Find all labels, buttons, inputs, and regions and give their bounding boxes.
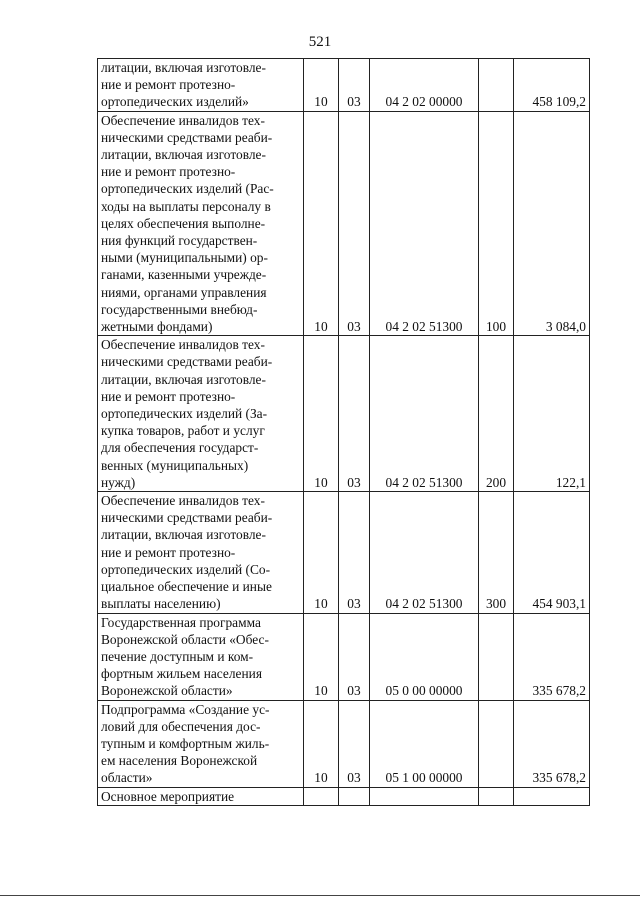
description-line: ортопедических изделий (За- bbox=[101, 406, 268, 422]
description-line: ными (муниципальными) ор- bbox=[101, 250, 268, 266]
expense-type-cell bbox=[479, 59, 514, 112]
description-line: тупным и комфортным жиль- bbox=[101, 735, 270, 751]
target-article-cell: 04 2 02 51300 bbox=[370, 336, 479, 492]
description-line: литации, включая изготовле- bbox=[101, 371, 266, 387]
expense-type-cell bbox=[479, 787, 514, 805]
description-line: Государственная программа bbox=[101, 614, 261, 630]
description-line: Обеспечение инвалидов тех- bbox=[101, 112, 265, 128]
description-line: ем населения Воронежской bbox=[101, 753, 258, 769]
expense-type-cell bbox=[479, 613, 514, 700]
section-code-cell: 10 bbox=[304, 700, 339, 787]
target-article-cell: 04 2 02 51300 bbox=[370, 492, 479, 613]
description-line: ходы на выплаты персоналу в bbox=[101, 198, 271, 214]
description-line: литации, включая изготовле- bbox=[101, 527, 266, 543]
description-line: Воронежской области» bbox=[101, 683, 233, 699]
row-description bbox=[98, 336, 304, 492]
description-line: ганами, казенными учрежде- bbox=[101, 267, 267, 283]
description-line: ния функций государствен- bbox=[101, 233, 258, 249]
amount-cell: 122,1 bbox=[514, 336, 590, 492]
description-line: ническими средствами реаби- bbox=[101, 354, 273, 370]
description-line: печение доступным и ком- bbox=[101, 648, 254, 664]
description-line: литации, включая изготовле- bbox=[101, 60, 266, 75]
amount-cell: 3 084,0 bbox=[514, 111, 590, 336]
description-line: государственными внебюд- bbox=[101, 301, 258, 317]
section-code-cell: 10 bbox=[304, 492, 339, 613]
expense-type-cell: 300 bbox=[479, 492, 514, 613]
row-description bbox=[98, 613, 304, 700]
row-description bbox=[98, 700, 304, 787]
subsection-code-cell: 03 bbox=[339, 492, 370, 613]
expense-type-cell: 200 bbox=[479, 336, 514, 492]
description-line: фортным жильем населения bbox=[101, 666, 262, 682]
amount-cell: 335 678,2 bbox=[514, 700, 590, 787]
description-line: ническими средствами реаби- bbox=[101, 510, 273, 526]
subsection-code-cell: 03 bbox=[339, 700, 370, 787]
target-article-cell: 04 2 02 00000 bbox=[370, 59, 479, 112]
description-line: купка товаров, работ и услуг bbox=[101, 423, 265, 439]
section-code-cell: 10 bbox=[304, 59, 339, 112]
description-line: Подпрограмма «Создание ус- bbox=[101, 701, 270, 717]
description-line: Обеспечение инвалидов тех- bbox=[101, 493, 265, 509]
target-article-cell: 04 2 02 51300 bbox=[370, 111, 479, 336]
description-line: области» bbox=[101, 770, 153, 786]
description-line: для обеспечения государст- bbox=[101, 440, 259, 456]
expense-type-cell: 100 bbox=[479, 111, 514, 336]
expense-type-cell bbox=[479, 700, 514, 787]
row-description bbox=[98, 787, 304, 805]
description-line: жетными фондами) bbox=[101, 319, 213, 335]
row-description bbox=[98, 111, 304, 336]
target-article-cell bbox=[370, 787, 479, 805]
description-line: ортопедических изделий (Со- bbox=[101, 561, 271, 577]
subsection-code-cell: 03 bbox=[339, 59, 370, 112]
target-article-cell: 05 0 00 00000 bbox=[370, 613, 479, 700]
description-line: ние и ремонт протезно- bbox=[101, 388, 236, 404]
description-line: ние и ремонт протезно- bbox=[101, 77, 236, 93]
description-line: Обеспечение инвалидов тех- bbox=[101, 337, 265, 353]
description-line: ние и ремонт протезно- bbox=[101, 544, 236, 560]
table-row bbox=[98, 59, 590, 112]
table-row bbox=[98, 111, 590, 336]
subsection-code-cell bbox=[339, 787, 370, 805]
description-line: ортопедических изделий» bbox=[101, 94, 249, 110]
section-code-cell: 10 bbox=[304, 613, 339, 700]
row-description bbox=[98, 492, 304, 613]
description-line: нужд) bbox=[101, 474, 136, 490]
table-row bbox=[98, 613, 590, 700]
section-code-cell: 10 bbox=[304, 111, 339, 336]
subsection-code-cell: 03 bbox=[339, 336, 370, 492]
page-number: 521 bbox=[308, 34, 332, 50]
subsection-code-cell: 03 bbox=[339, 111, 370, 336]
section-code-cell: 10 bbox=[304, 336, 339, 492]
amount-cell bbox=[514, 787, 590, 805]
description-line: ниями, органами управления bbox=[101, 284, 267, 300]
description-line: Основное мероприятие bbox=[101, 788, 235, 804]
description-line: литации, включая изготовле- bbox=[101, 147, 266, 163]
description-line: целях обеспечения выполне- bbox=[101, 215, 266, 231]
description-line: ние и ремонт протезно- bbox=[101, 164, 236, 180]
amount-cell: 454 903,1 bbox=[514, 492, 590, 613]
description-line: ловий для обеспечения дос- bbox=[101, 718, 261, 734]
table-row bbox=[98, 492, 590, 613]
description-line: выплаты населению) bbox=[101, 596, 221, 612]
description-line: циальное обеспечение и иные bbox=[101, 579, 272, 595]
budget-table bbox=[97, 58, 590, 806]
amount-cell: 458 109,2 bbox=[514, 59, 590, 112]
target-article-cell: 05 1 00 00000 bbox=[370, 700, 479, 787]
page-bottom-rule bbox=[0, 895, 640, 896]
description-line: Воронежской области «Обес- bbox=[101, 631, 269, 647]
section-code-cell bbox=[304, 787, 339, 805]
description-line: ническими средствами реаби- bbox=[101, 129, 273, 145]
description-line: ортопедических изделий (Рас- bbox=[101, 181, 274, 197]
table-row bbox=[98, 700, 590, 787]
row-description bbox=[98, 59, 304, 112]
amount-cell: 335 678,2 bbox=[514, 613, 590, 700]
table-row bbox=[98, 787, 590, 805]
budget-table-body bbox=[98, 59, 590, 806]
table-row bbox=[98, 336, 590, 492]
description-line: венных (муниципальных) bbox=[101, 457, 249, 473]
subsection-code-cell: 03 bbox=[339, 613, 370, 700]
